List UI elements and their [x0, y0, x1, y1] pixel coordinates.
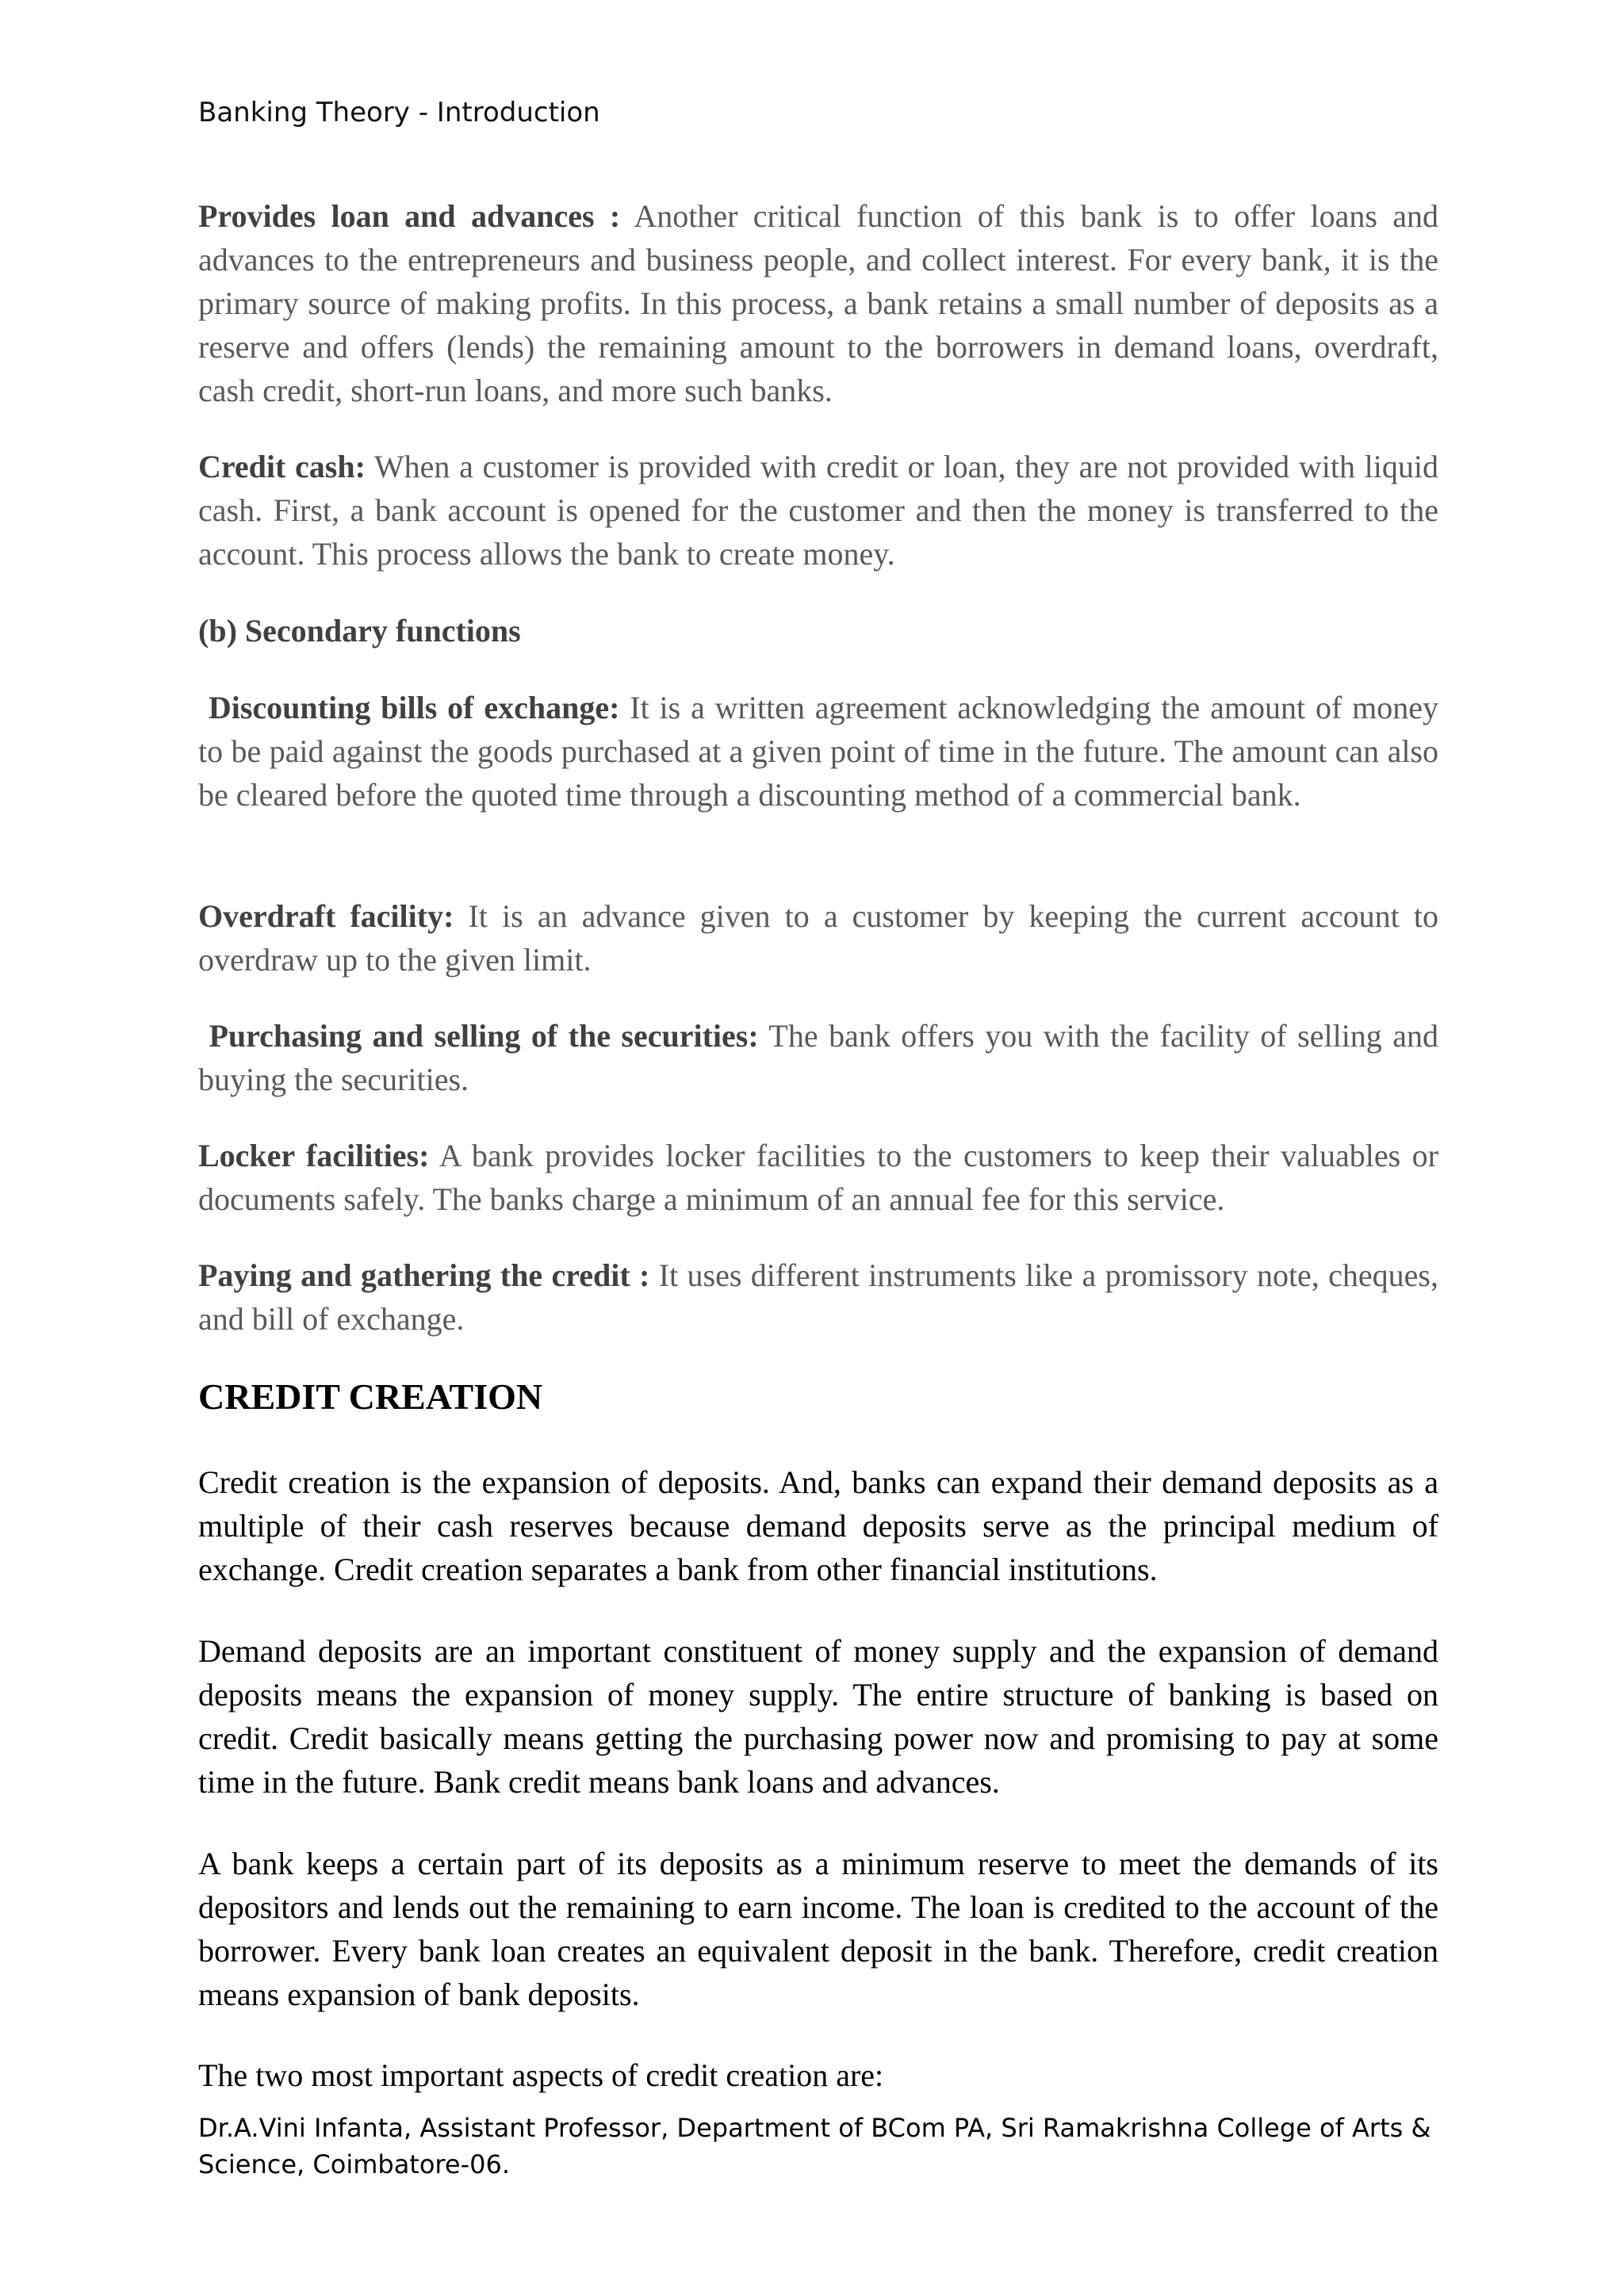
paragraph-loans-advances: [198, 194, 1438, 412]
paragraph-overdraft: [198, 894, 1438, 982]
section-title: CREDIT CREATION: [198, 1376, 543, 1417]
text-securities: The bank offers you with the facility of selling and buying the securities.: [198, 1018, 1439, 1097]
text-locker: A bank provides locker facilities to the customers to keep their valuables or documents safely. The banks charge a minimum of an annual fee for this service.: [198, 1138, 1438, 1217]
text-loans-advances: Another critical function of this bank is to offer loans and advances to the entrepreneurs and business people, and collect interest. For every bank, it is the primary source of making profits. In this process, a bank retains a small number of deposits as a reserve and offers (lends) the remaining amount to the borrowers in demand loans, overdraft, cash credit, short-run loans, and more such banks.: [198, 198, 1438, 408]
text-overdraft: It is an advance given to a customer by keeping the current account to overdraw up to the given limit.: [198, 898, 1438, 978]
credit-paragraph-3: A bank keeps a certain part of its deposits as a minimum reserve to meet the demands of its depositors and lends out the remaining to earn income. The loan is credited to the account of the borrower. Every bank loan creates an equivalent deposit in the bank. Therefore, credit creation means expansion of bank deposits.: [198, 1846, 1438, 2012]
document-page: [198, 0, 1438, 2296]
credit-paragraph-4: The two most important aspects of credit creation are:: [198, 2057, 884, 2093]
term-discounting-bills: Discounting bills of exchange:: [208, 690, 620, 725]
term-loans-advances: Provides loan and advances :: [198, 198, 621, 234]
paragraph-paying-gathering: [198, 1253, 1438, 1341]
term-securities: Purchasing and selling of the securities:: [209, 1018, 759, 1054]
text-paying-gathering: It uses different instruments like a promissory note, cheques, and bill of exchange.: [198, 1257, 1438, 1337]
page-header: Banking Theory - Introduction: [198, 97, 600, 128]
paragraph-locker: [198, 1134, 1438, 1221]
text-credit-cash: When a customer is provided with credit or loan, they are not provided with liquid cash. First, a bank account is opened for the customer and then the money is transferred to the account. This process allows the bank to create money.: [198, 449, 1438, 572]
term-credit-cash: Credit cash:: [198, 449, 366, 484]
paragraph-discounting-bills: [198, 686, 1438, 817]
secondary-functions-heading: (b) Secondary functions: [198, 613, 521, 649]
page-footer: Dr.A.Vini Infanta, Assistant Professor, Department of BCom PA, Sri Ramakrishna College of Arts & Science, Coimbatore-06.: [198, 2113, 1431, 2179]
paragraph-credit-cash: [198, 445, 1438, 576]
paragraph-securities: [198, 1014, 1438, 1101]
text-discounting-bills: It is a written agreement acknowledging the amount of money to be paid against the goods purchased at a given point of time in the future. The amount can also be cleared before the quoted time through a discounting method of a commercial bank.: [198, 690, 1438, 813]
term-overdraft: Overdraft facility:: [198, 898, 454, 934]
term-locker: Locker facilities:: [198, 1138, 430, 1173]
term-paying-gathering: Paying and gathering the credit :: [198, 1257, 650, 1293]
credit-paragraph-1: Credit creation is the expansion of deposits. And, banks can expand their demand deposits as a multiple of their cash reserves because demand deposits serve as the principal medium of exchange. Credit creation separates a bank from other financial institutions.: [198, 1464, 1438, 1587]
credit-paragraph-2: Demand deposits are an important constituent of money supply and the expansion of demand deposits means the expansion of money supply. The entire structure of banking is based on credit. Credit basically means getting the purchasing power now and promising to pay at some time in the future. Bank credit means bank loans and advances.: [198, 1633, 1438, 1800]
